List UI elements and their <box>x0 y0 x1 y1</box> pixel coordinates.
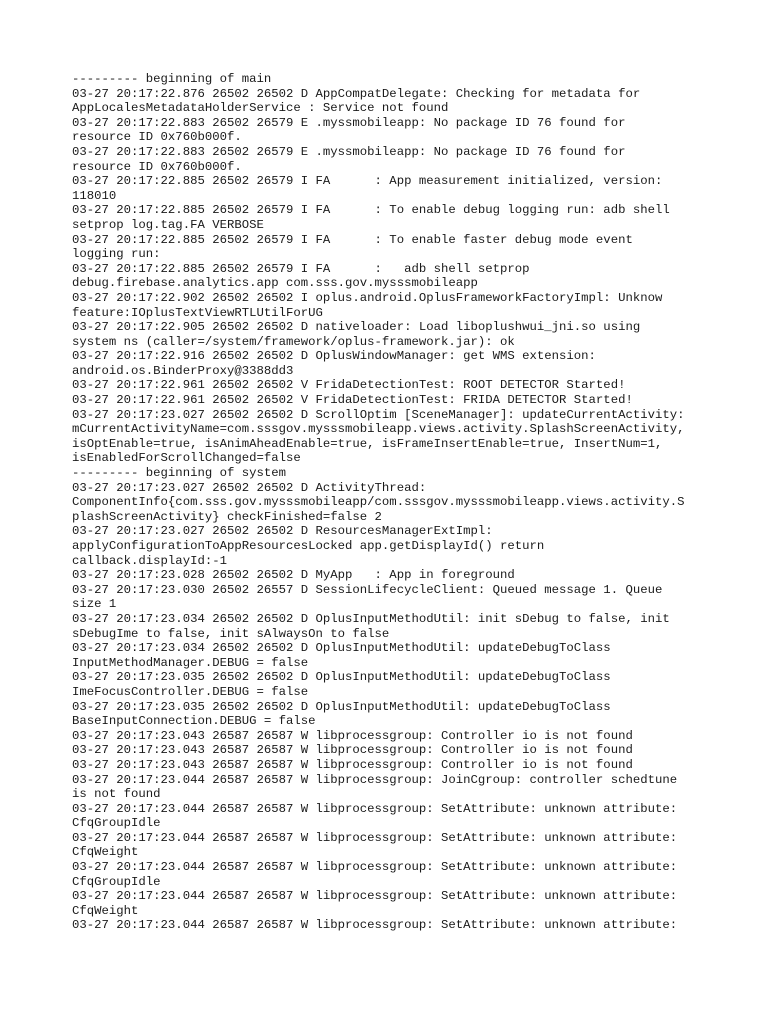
log-line: size 1 <box>72 597 117 612</box>
log-line: plashScreenActivity} checkFinished=false 2 <box>72 509 382 524</box>
log-line: applyConfigurationToAppResourcesLocked app.getDisplayId() return <box>72 539 545 553</box>
log-line: mCurrentActivityName=com.sssgov.mysssmobileapp.views.activity.SplashScreenActivity, <box>72 422 685 437</box>
log-line: isOptEnable=true, isAnimAheadEnable=true, isFrameInsertEnable=true, InsertNum=1, <box>72 436 663 451</box>
log-line: 03-27 20:17:23.044 26587 26587 W libprocessgroup: SetAttribute: unknown attribute: <box>72 860 678 875</box>
log-line: 03-27 20:17:22.961 26502 26502 V FridaDetectionTest: ROOT DETECTOR Started! <box>72 378 626 393</box>
log-line: 03-27 20:17:23.027 26502 26502 D ScrollOptim [SceneManager]: updateCurrentActivity: <box>72 407 685 422</box>
log-line: --------- beginning of system <box>72 466 287 481</box>
log-line: 03-27 20:17:22.905 26502 26502 D nativeloader: Load liboplushwui_jni.so using <box>72 320 641 335</box>
log-line: setprop log.tag.FA VERBOSE <box>72 217 264 232</box>
log-line: 03-27 20:17:23.034 26502 26502 D OplusInputMethodUtil: init sDebug to false, init <box>72 611 670 626</box>
log-line: 03-27 20:17:22.885 26502 26579 I FA : To enable debug logging run: adb shell <box>72 203 670 218</box>
log-line: resource ID 0x760b000f. <box>72 130 242 145</box>
log-line: 03-27 20:17:23.044 26587 26587 W libprocessgroup: JoinCgroup: controller schedtune <box>72 772 678 787</box>
log-line: is not found <box>72 787 161 802</box>
log-line: android.os.BinderProxy@3388dd3 <box>72 363 294 378</box>
log-line: CfqGroupIdle <box>72 874 161 889</box>
log-line: resource ID 0x760b000f. <box>72 159 242 174</box>
log-line: 03-27 20:17:23.027 26502 26502 D ActivityThread: <box>72 480 427 495</box>
log-line: debug.firebase.analytics.app com.sss.gov.mysssmobileapp <box>72 276 478 291</box>
log-line: 03-27 20:17:23.030 26502 26557 D SessionLifecycleClient: Queued message 1. Queue <box>72 582 663 597</box>
log-line: CfqWeight <box>72 845 139 860</box>
log-line: 03-27 20:17:22.883 26502 26579 E .myssmobileapp: No package ID 76 found for <box>72 144 626 159</box>
log-line: 03-27 20:17:23.044 26587 26587 W libprocessgroup: SetAttribute: unknown attribute: <box>72 830 678 845</box>
log-line: 03-27 20:17:22.885 26502 26579 I FA : adb shell setprop <box>72 261 530 276</box>
log-line: 03-27 20:17:22.885 26502 26579 I FA : To enable faster debug mode event <box>72 232 633 247</box>
log-line: CfqGroupIdle <box>72 816 161 831</box>
log-line: isEnabledForScrollChanged=false <box>72 451 301 466</box>
log-line: callback.displayId:-1 <box>72 553 227 568</box>
log-line: BaseInputConnection.DEBUG = false <box>72 714 316 729</box>
log-line: 03-27 20:17:22.916 26502 26502 D OplusWindowManager: get WMS extension: <box>72 349 596 364</box>
log-line: 03-27 20:17:23.028 26502 26502 D MyApp : App in foreground <box>72 568 515 583</box>
log-line: CfqWeight <box>72 903 139 918</box>
log-line: 03-27 20:17:22.902 26502 26502 I oplus.android.OplusFrameworkFactoryImpl: Unknow <box>72 290 663 305</box>
log-line: ImeFocusController.DEBUG = false <box>72 684 309 699</box>
log-line: AppLocalesMetadataHolderService : Service not found <box>72 101 449 116</box>
log-line: ComponentInfo{com.sss.gov.mysssmobileapp/com.sssgov.mysssmobileapp.views.activity.S <box>72 495 685 510</box>
log-line: InputMethodManager.DEBUG = false <box>72 655 309 670</box>
log-line: 03-27 20:17:23.034 26502 26502 D OplusInputMethodUtil: updateDebugToClass <box>72 641 611 656</box>
log-line: 118010 <box>72 188 117 203</box>
log-text-block <box>72 72 712 933</box>
log-line: 03-27 20:17:22.961 26502 26502 V FridaDetectionTest: FRIDA DETECTOR Started! <box>72 393 633 408</box>
log-line: 03-27 20:17:23.043 26587 26587 W libprocessgroup: Controller io is not found <box>72 757 633 772</box>
log-line: system ns (caller=/system/framework/oplus-framework.jar): ok <box>72 334 515 349</box>
log-line: logging run: <box>72 247 161 262</box>
log-line: 03-27 20:17:22.876 26502 26502 D AppCompatDelegate: Checking for metadata for <box>72 86 641 101</box>
log-line: 03-27 20:17:23.035 26502 26502 D OplusInputMethodUtil: updateDebugToClass <box>72 670 611 685</box>
log-line: sDebugIme to false, init sAlwaysOn to false <box>72 626 390 641</box>
log-line: 03-27 20:17:23.027 26502 26502 D ResourcesManagerExtImpl: <box>72 524 493 539</box>
log-line: 03-27 20:17:23.035 26502 26502 D OplusInputMethodUtil: updateDebugToClass <box>72 699 611 714</box>
log-line: feature:IOplusTextViewRTLUtilForUG <box>72 305 323 320</box>
log-line: 03-27 20:17:23.043 26587 26587 W libprocessgroup: Controller io is not found <box>72 743 633 758</box>
log-line: 03-27 20:17:22.885 26502 26579 I FA : App measurement initialized, version: <box>72 174 663 189</box>
log-line: 03-27 20:17:23.044 26587 26587 W libprocessgroup: SetAttribute: unknown attribute: <box>72 918 678 933</box>
log-line: --------- beginning of main <box>72 72 272 86</box>
log-line: 03-27 20:17:23.044 26587 26587 W libprocessgroup: SetAttribute: unknown attribute: <box>72 889 678 904</box>
log-line: 03-27 20:17:23.043 26587 26587 W libprocessgroup: Controller io is not found <box>72 728 633 743</box>
log-line: 03-27 20:17:22.883 26502 26579 E .myssmobileapp: No package ID 76 found for <box>72 115 626 130</box>
log-line: 03-27 20:17:23.044 26587 26587 W libprocessgroup: SetAttribute: unknown attribute: <box>72 801 678 816</box>
